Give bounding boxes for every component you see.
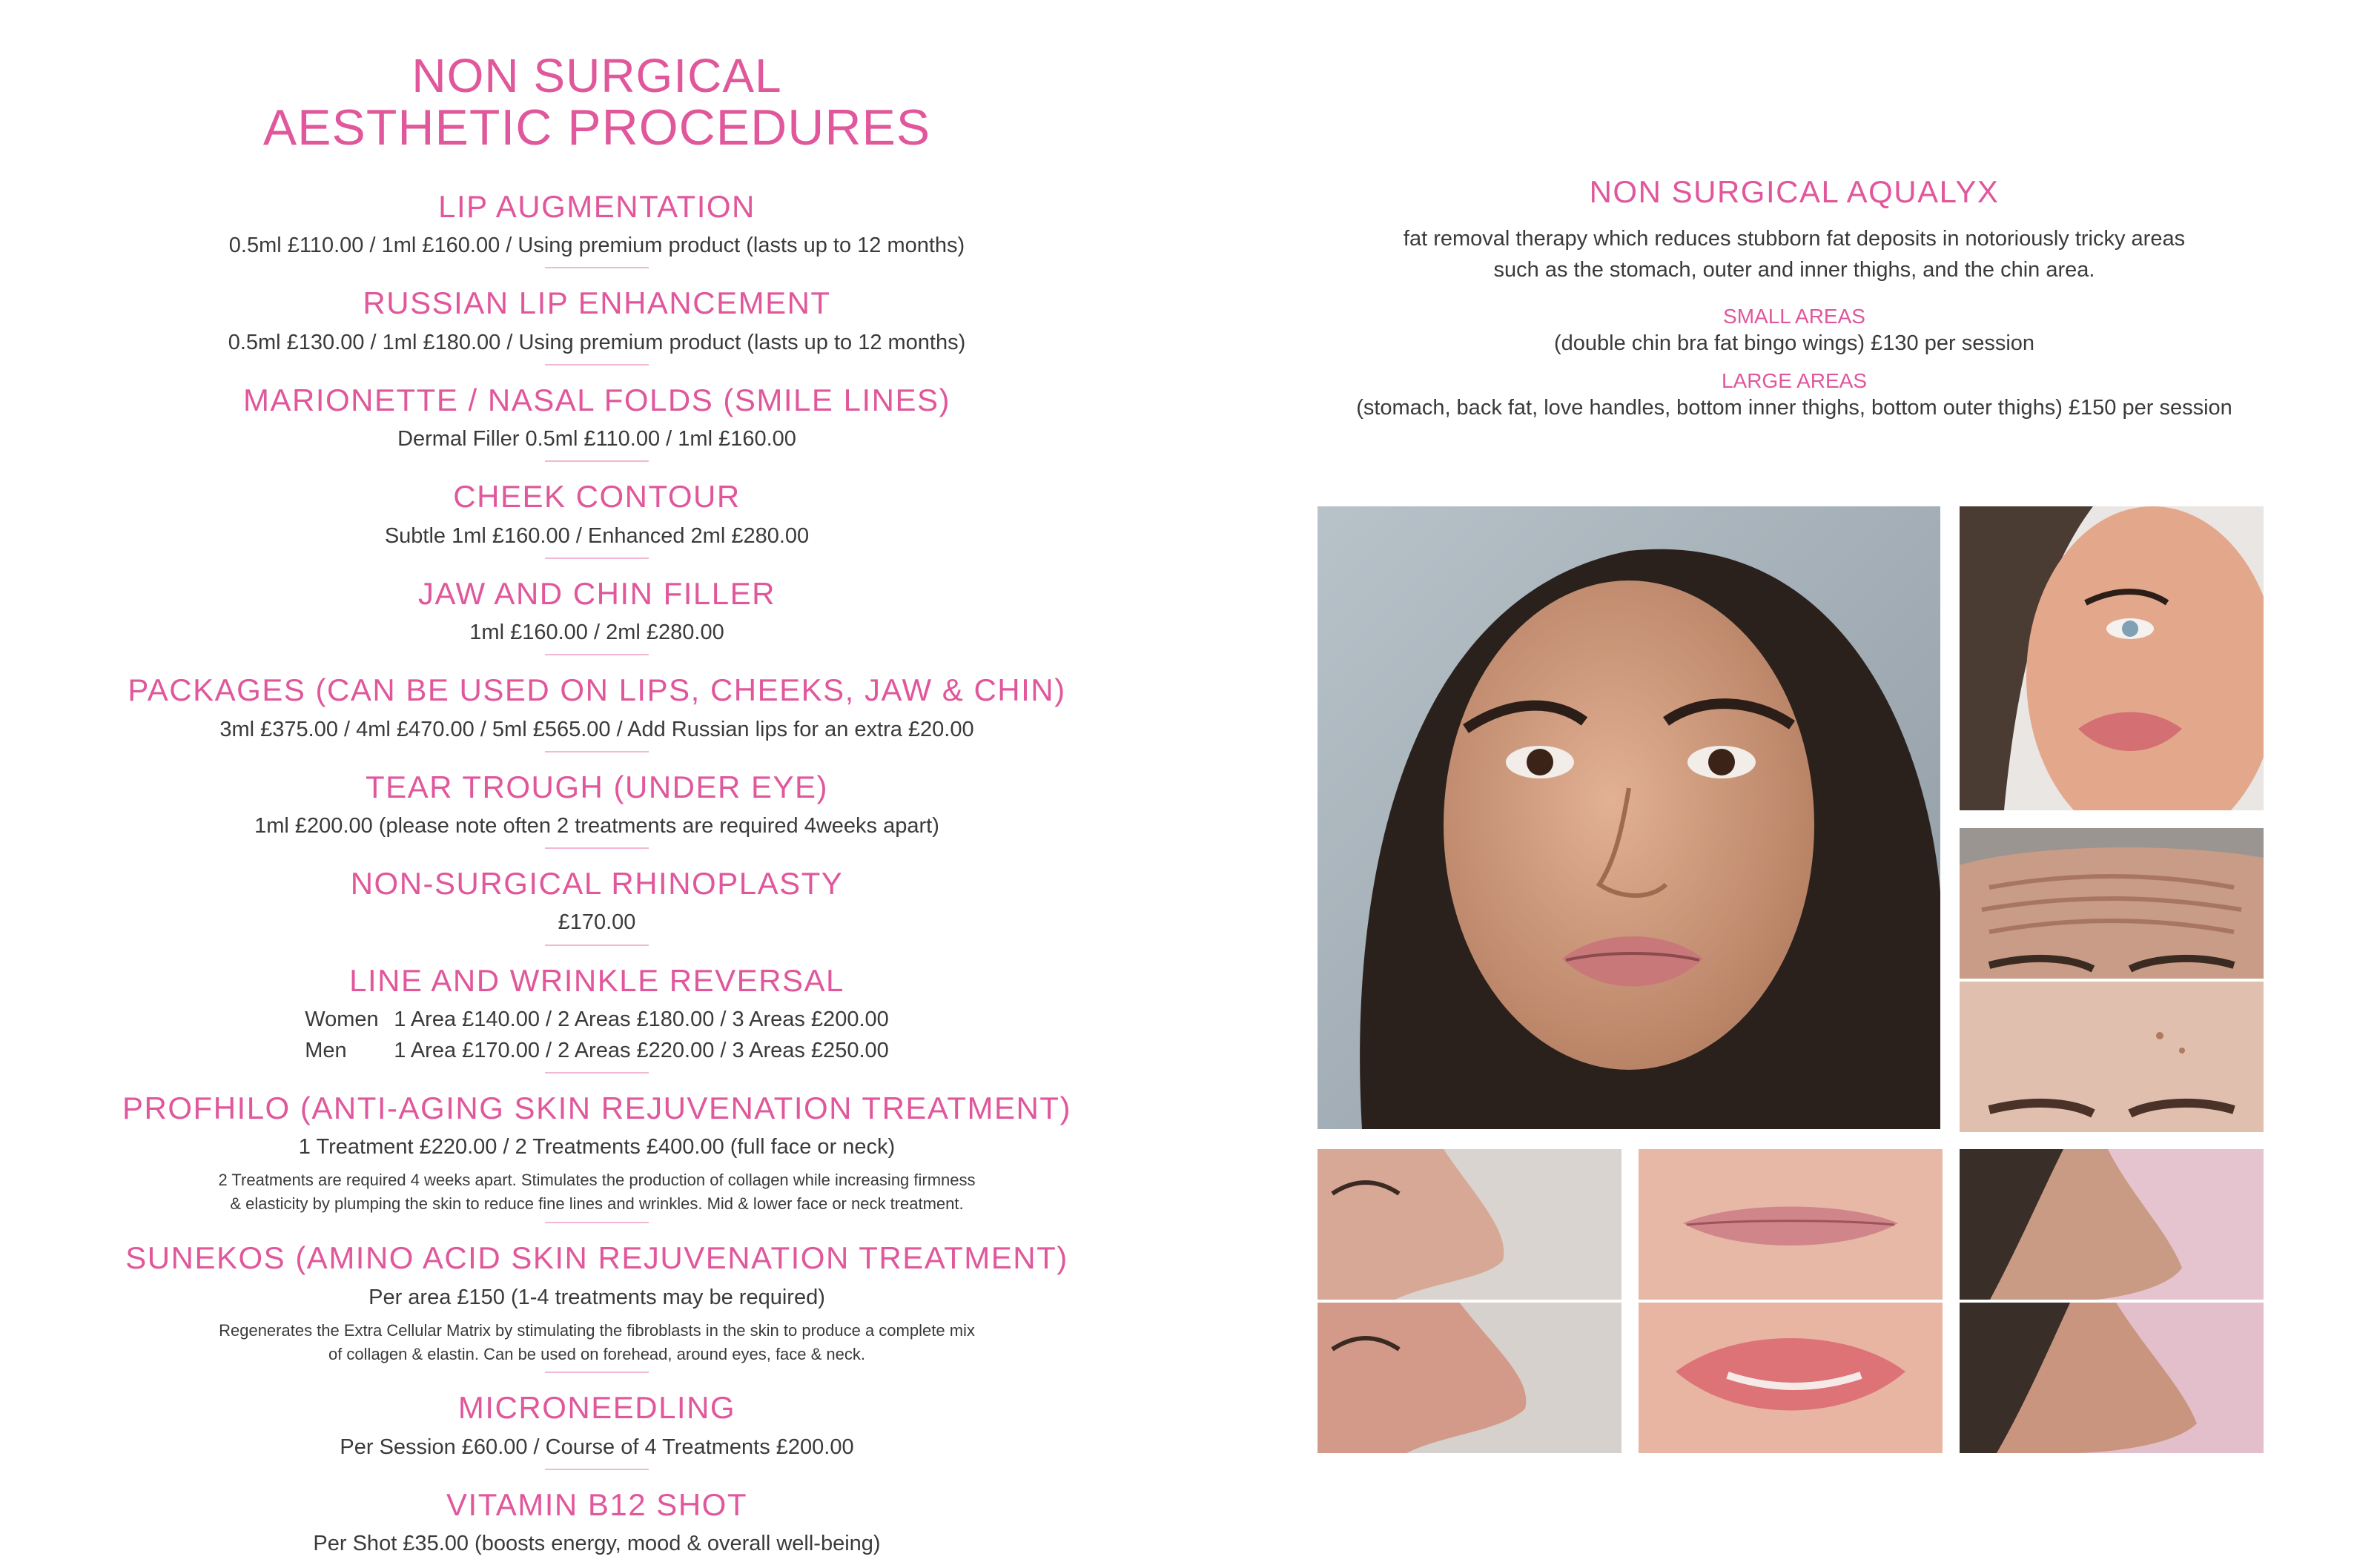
procedure-profhilo xyxy=(96,1082,1097,1232)
procedure-tear-trough xyxy=(96,761,1097,858)
divider xyxy=(545,1222,649,1223)
title-line-1: NON SURGICAL xyxy=(411,49,782,102)
procedure-jaw-chin xyxy=(96,568,1097,664)
small-areas-text: (double chin bra fat bingo wings) £130 per session xyxy=(1553,331,2035,356)
divider xyxy=(545,945,649,946)
note-line-2: & elasticity by plumping the skin to reduce fine lines and wrinkles. Mid & lower face or neck treatment. xyxy=(230,1194,964,1214)
note-line-1: Regenerates the Extra Cellular Matrix by stimulating the fibroblasts in the skin to produce a complete mix xyxy=(219,1320,975,1340)
procedures-column xyxy=(96,0,1097,1568)
women-label: Women xyxy=(305,1007,379,1031)
procedure-note xyxy=(152,1319,1042,1366)
nose-before-after-photo xyxy=(1318,1149,1621,1453)
procedure-price: 3ml £375.00 / 4ml £470.00 / 5ml £565.00 / Add Russian lips for an extra £20.00 xyxy=(219,717,974,741)
procedure-price: £170.00 xyxy=(558,910,636,935)
procedure-price: Per Session £60.00 / Course of 4 Treatments £200.00 xyxy=(340,1435,854,1459)
women-price-row xyxy=(96,1004,1097,1035)
men-label: Men xyxy=(305,1038,347,1062)
procedure-name: LINE AND WRINKLE REVERSAL xyxy=(349,962,844,998)
procedure-lip-augmentation xyxy=(96,181,1097,277)
procedure-name: RUSSIAN LIP ENHANCEMENT xyxy=(363,285,831,321)
procedure-name: TEAR TROUGH (UNDER EYE) xyxy=(365,769,829,804)
divider xyxy=(545,1469,649,1470)
large-areas-text: (stomach, back fat, love handles, bottom inner thighs, bottom outer thighs) £150 per session xyxy=(1356,395,2232,420)
procedure-vitamin-b12 xyxy=(96,1479,1097,1568)
jaw-profile-before-after-photo xyxy=(1960,1149,2264,1453)
divider xyxy=(545,654,649,655)
procedure-price: Per area £150 (1-4 treatments may be required) xyxy=(368,1285,825,1309)
procedure-name: NON-SURGICAL RHINOPLASTY xyxy=(350,866,844,902)
divider xyxy=(545,847,649,849)
aqualyx-section xyxy=(1312,174,2276,423)
procedure-rhinoplasty xyxy=(96,858,1097,954)
procedure-sunekos xyxy=(96,1232,1097,1382)
procedure-microneedling xyxy=(96,1382,1097,1478)
procedure-cheek-contour xyxy=(96,471,1097,567)
lips-before-after-photo xyxy=(1639,1149,1943,1453)
divider xyxy=(545,267,649,268)
procedure-name: PROFHILO (ANTI-AGING SKIN REJUVENATION TREATMENT) xyxy=(122,1090,1071,1125)
women-price: 1 Area £140.00 / 2 Areas £180.00 / 3 Areas £200.00 xyxy=(394,1007,889,1031)
divider xyxy=(545,558,649,559)
procedure-price: 0.5ml £130.00 / 1ml £180.00 / Using premium product (lasts up to 12 months) xyxy=(228,330,966,354)
procedure-price: Per Shot £35.00 (boosts energy, mood & overall well-being) xyxy=(313,1532,881,1556)
procedure-name: MARIONETTE / NASAL FOLDS (SMILE LINES) xyxy=(243,382,951,417)
procedure-list xyxy=(96,181,1097,1568)
model-portrait-photo xyxy=(1318,506,1940,1129)
aqualyx-desc-line-1: fat removal therapy which reduces stubborn fat deposits in notoriously tricky areas xyxy=(1403,227,2186,251)
divider xyxy=(545,460,649,462)
procedure-name: LIP AUGMENTATION xyxy=(438,189,756,224)
procedure-note xyxy=(152,1168,1042,1216)
title-line-2: AESTHETIC PROCEDURES xyxy=(262,99,931,156)
men-price-row xyxy=(96,1035,1097,1066)
lip-result-photo xyxy=(1960,506,2264,810)
procedure-name: PACKAGES (CAN BE USED ON LIPS, CHEEKS, JAW & CHIN) xyxy=(128,672,1066,708)
procedure-name: JAW AND CHIN FILLER xyxy=(417,575,776,611)
divider xyxy=(545,364,649,365)
aqualyx-desc-line-2: such as the stomach, outer and inner thighs, and the chin area. xyxy=(1493,258,2095,282)
note-line-2: of collagen & elastin. Can be used on forehead, around eyes, face & neck. xyxy=(328,1344,866,1363)
divider xyxy=(545,1372,649,1373)
divider xyxy=(545,1072,649,1074)
forehead-before-after-photo xyxy=(1960,828,2264,1132)
page-title xyxy=(96,49,1097,156)
procedure-marionette xyxy=(96,374,1097,471)
procedure-name: CHEEK CONTOUR xyxy=(453,479,741,515)
procedure-price: 1ml £200.00 (please note often 2 treatments are required 4weeks apart) xyxy=(254,814,939,838)
procedure-price: 1 Treatment £220.00 / 2 Treatments £400.00 (full face or neck) xyxy=(298,1135,896,1160)
small-areas-heading: SMALL AREAS xyxy=(1723,305,1865,328)
aqualyx-title: NON SURGICAL AQUALYX xyxy=(1589,174,2000,209)
men-price: 1 Area £170.00 / 2 Areas £220.00 / 3 Areas £250.00 xyxy=(394,1038,889,1062)
note-line-1: 2 Treatments are required 4 weeks apart. Stimulates the production of collagen while increasing firmness xyxy=(218,1171,976,1190)
procedure-price: Subtle 1ml £160.00 / Enhanced 2ml £280.00 xyxy=(384,523,810,548)
procedure-russian-lip xyxy=(96,277,1097,374)
divider xyxy=(545,751,649,752)
procedure-name: SUNEKOS (AMINO ACID SKIN REJUVENATION TREATMENT) xyxy=(125,1240,1068,1276)
procedure-price: 0.5ml £110.00 / 1ml £160.00 / Using premium product (lasts up to 12 months) xyxy=(228,234,965,258)
procedure-name: VITAMIN B12 SHOT xyxy=(446,1486,747,1522)
procedure-price: Dermal Filler 0.5ml £110.00 / 1ml £160.00 xyxy=(397,427,796,451)
procedure-line-wrinkle xyxy=(96,955,1097,1082)
procedure-price: 1ml £160.00 / 2ml £280.00 xyxy=(469,621,724,645)
procedure-name: MICRONEEDLING xyxy=(457,1390,736,1426)
procedure-packages xyxy=(96,664,1097,761)
large-areas-heading: LARGE AREAS xyxy=(1721,368,1868,392)
